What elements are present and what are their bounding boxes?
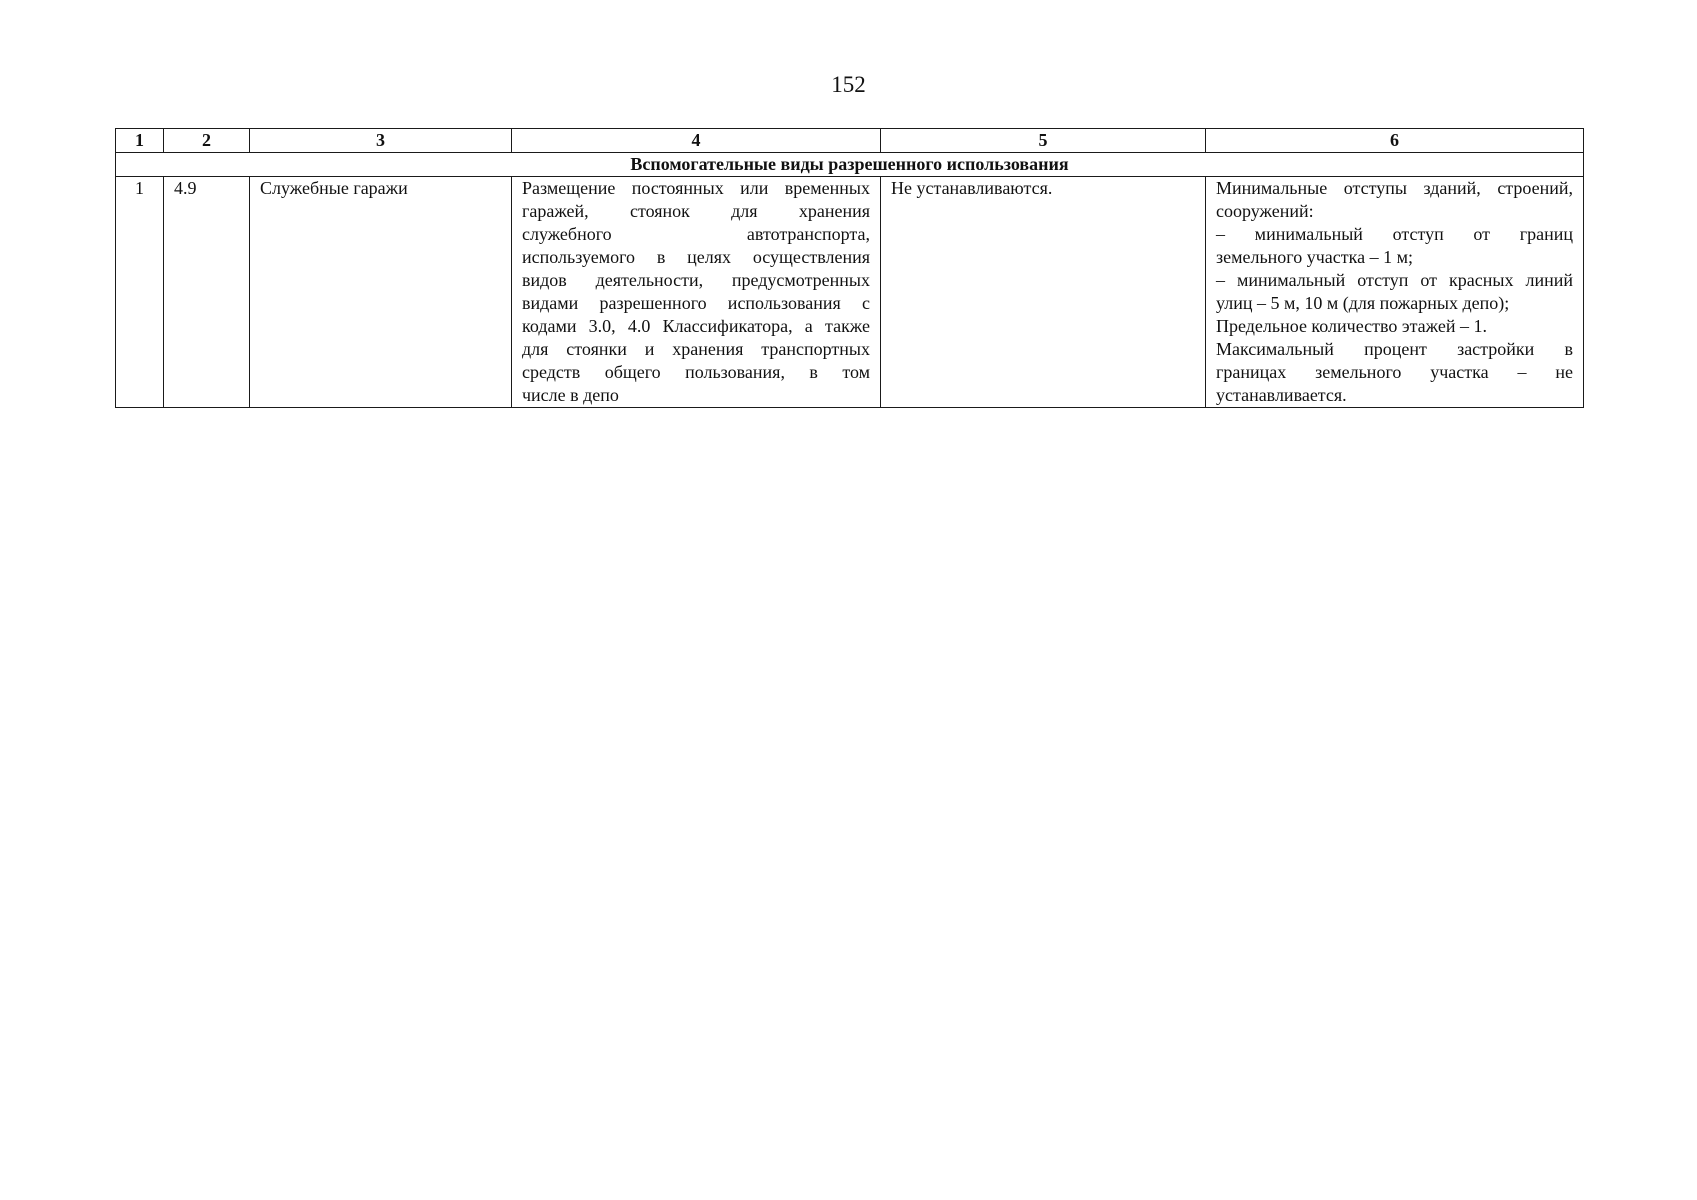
description-line: для стоянки и хранения транспортных <box>522 339 870 359</box>
column-number-2: 2 <box>164 129 250 153</box>
description-line: используемого в целях осуществления <box>522 247 870 267</box>
section-title: Вспомогательные виды разрешенного использования <box>116 153 1584 177</box>
description-line: гаражей, стоянок для хранения <box>522 201 870 221</box>
column-number-5: 5 <box>881 129 1206 153</box>
description-line: служебного автотранспорта, <box>522 224 870 244</box>
description-line: Размещение постоянных или временных <box>522 178 870 198</box>
description-line: видов деятельности, предусмотренных <box>522 270 870 290</box>
row-code-cell: 4.9 <box>164 177 250 408</box>
column-number-1: 1 <box>116 129 164 153</box>
parameters-line: Минимальные отступы зданий, строений, <box>1216 178 1573 198</box>
column-number-4: 4 <box>512 129 881 153</box>
row-name-cell: Служебные гаражи <box>250 177 512 408</box>
description-line: числе в депо <box>522 385 619 405</box>
description-line: видами разрешенного использования с <box>522 293 870 313</box>
permitted-use-table <box>115 128 1584 408</box>
parameters-line: земельного участка – 1 м; <box>1216 247 1413 267</box>
table-row <box>116 177 1584 408</box>
description-line: средств общего пользования, в том <box>522 362 870 382</box>
parameters-line: устанавливается. <box>1216 385 1347 405</box>
row-parameters-cell <box>1206 177 1584 408</box>
parameters-line: границах земельного участка – не <box>1216 362 1573 382</box>
parameters-line: Максимальный процент застройки в <box>1216 339 1573 359</box>
section-row <box>116 153 1584 177</box>
parameters-line: сооружений: <box>1216 201 1314 221</box>
parameters-line: улиц – 5 м, 10 м (для пожарных депо); <box>1216 293 1510 313</box>
row-column5-cell: Не устанавливаются. <box>881 177 1206 408</box>
parameters-line: – минимальный отступ от границ <box>1216 224 1573 244</box>
table-header-row <box>116 129 1584 153</box>
row-number-cell: 1 <box>116 177 164 408</box>
row-description-cell <box>512 177 881 408</box>
parameters-line: – минимальный отступ от красных линий <box>1216 270 1573 290</box>
description-line: кодами 3.0, 4.0 Классификатора, а также <box>522 316 870 336</box>
column-number-3: 3 <box>250 129 512 153</box>
page-number: 152 <box>831 72 866 97</box>
parameters-line: Предельное количество этажей – 1. <box>1216 316 1487 336</box>
column-number-6: 6 <box>1206 129 1584 153</box>
